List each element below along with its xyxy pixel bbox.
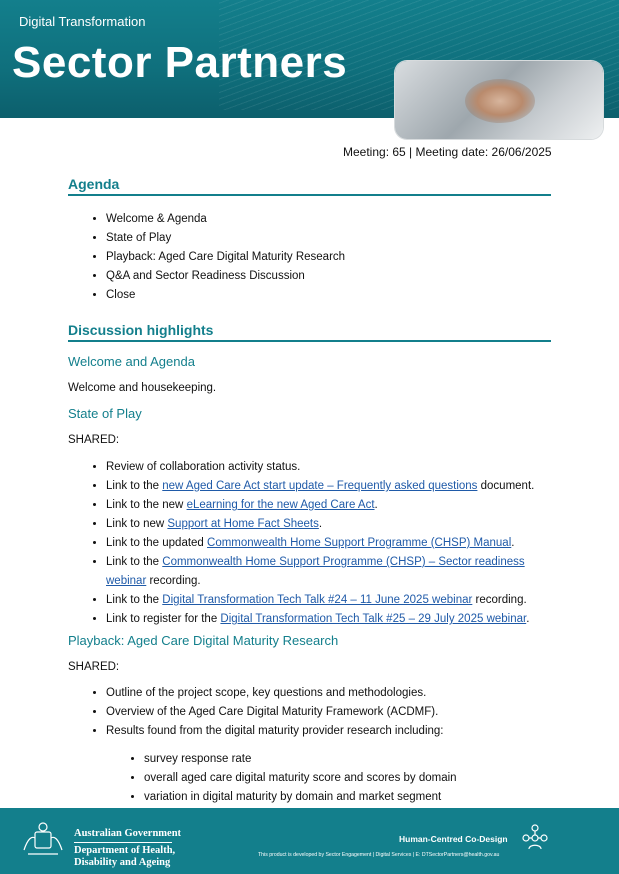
item-text: Review of collaboration activity status. — [106, 461, 301, 473]
state-of-play-item — [106, 591, 551, 610]
playback-subitem: • overall aged care digital maturity score and scores by domain — [144, 769, 551, 788]
state-of-play-item — [106, 496, 551, 515]
item-suffix: document. — [477, 480, 535, 492]
resource-link[interactable]: Digital Transformation Tech Talk #25 – 29 July 2025 webinar — [220, 613, 527, 625]
item-text: Link to the — [106, 594, 163, 606]
hands-image — [465, 79, 535, 123]
resource-link[interactable]: Support at Home Fact Sheets — [167, 518, 319, 530]
people-network-icon — [520, 822, 550, 852]
item-text: Link to the updated — [106, 537, 208, 549]
agenda-item: • Close — [106, 286, 551, 305]
gov-line2: Department of Health, — [74, 845, 176, 856]
playback-heading: Playback: Aged Care Digital Maturity Research — [68, 633, 339, 648]
resource-link[interactable]: Commonwealth Home Support Programme (CHSP) – Sector readiness webinar — [106, 556, 525, 587]
coat-of-arms-icon — [20, 820, 66, 858]
state-of-play-item — [106, 610, 551, 629]
hands-together-photo — [395, 61, 603, 139]
resource-link[interactable]: eLearning for the new Aged Care Act — [186, 499, 375, 511]
meeting-info: Meeting: 65 | Meeting date: 26/06/2025 — [343, 145, 552, 159]
item-suffix: . — [374, 499, 378, 511]
resource-link[interactable]: new Aged Care Act start update – Frequently asked questions — [162, 480, 478, 492]
playback-item: • Results found from the digital maturity provider research including: — [106, 722, 551, 741]
agenda-item: • State of Play — [106, 229, 551, 248]
discussion-heading: Discussion highlights — [68, 318, 551, 342]
gov-line1: Australian Government — [74, 828, 182, 839]
welcome-heading: Welcome and Agenda — [68, 354, 195, 369]
agenda-heading: Agenda — [68, 172, 551, 196]
playback-item: • Overview of the Aged Care Digital Maturity Framework (ACDMF). — [106, 703, 551, 722]
document-body — [68, 172, 551, 807]
item-text: Link to the new — [106, 499, 187, 511]
playback-item: • Outline of the project scope, key questions and methodologies. — [106, 684, 551, 703]
hcd-label: Human-Centred Co-Design — [399, 834, 508, 844]
resource-link[interactable]: Digital Transformation Tech Talk #24 – 11 June 2025 webinar — [162, 594, 473, 606]
state-shared-label: SHARED: — [68, 434, 120, 446]
agenda-item: • Playback: Aged Care Digital Maturity Research — [106, 248, 551, 267]
footer — [0, 808, 619, 874]
footer-credit: This product is developed by Sector Engagement | Digital Services | E: DTSectorPartners@health.gov.au — [258, 852, 500, 858]
item-suffix: recording. — [146, 575, 201, 587]
item-suffix: recording. — [472, 594, 527, 606]
playback-list — [68, 684, 551, 741]
welcome-text: Welcome and housekeeping. — [68, 382, 217, 394]
item-text: Link to new — [106, 518, 168, 530]
playback-shared-label: SHARED: — [68, 661, 120, 673]
page-title: Sector Partners — [12, 38, 348, 87]
item-suffix: . — [526, 613, 530, 625]
government-logo-text — [74, 828, 181, 869]
gov-divider — [74, 842, 172, 843]
state-of-play-item — [106, 553, 551, 591]
playback-subitem: • variation in digital maturity by domain and market segment — [144, 788, 551, 807]
playback-sublist — [68, 750, 551, 807]
state-of-play-item — [106, 477, 551, 496]
state-of-play-item — [106, 515, 551, 534]
state-of-play-list — [68, 458, 551, 629]
state-of-play-item — [106, 458, 551, 477]
playback-subitem: • survey response rate — [144, 750, 551, 769]
item-text: Link to register for the — [106, 613, 221, 625]
item-suffix: . — [318, 518, 323, 530]
item-text: Link to the — [106, 480, 163, 492]
state-of-play-item — [106, 534, 551, 553]
agenda-item: • Welcome & Agenda — [106, 210, 551, 229]
resource-link[interactable]: Commonwealth Home Support Programme (CHSP) Manual — [207, 537, 512, 549]
item-suffix: . — [511, 537, 515, 549]
gov-line3: Disability and Ageing — [74, 857, 171, 868]
item-text: Link to the — [106, 556, 163, 568]
state-of-play-heading: State of Play — [68, 406, 142, 421]
header-subtitle: Digital Transformation — [19, 14, 146, 29]
agenda-item: • Q&A and Sector Readiness Discussion — [106, 267, 551, 286]
agenda-list — [68, 210, 551, 305]
